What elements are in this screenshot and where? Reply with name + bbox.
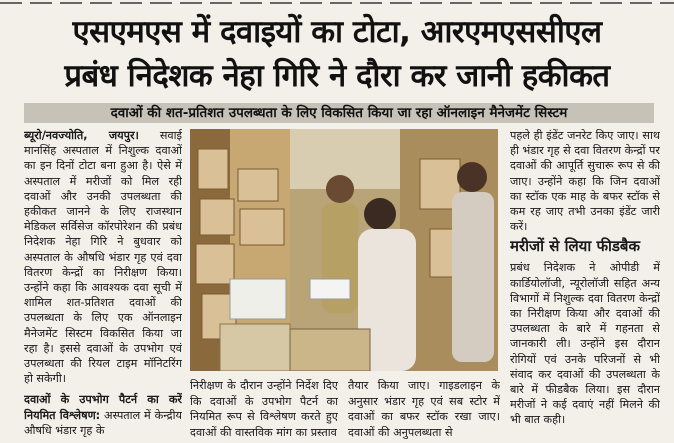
headline-line-1: एसएमएस में दवाइयों का टोटा, आरएमएससीएल xyxy=(72,14,602,50)
dateline: ब्यूरो/नवज्योति, जयपुर। xyxy=(24,129,139,142)
article-column-3 xyxy=(510,128,660,440)
section-heading-feedback: मरीजों से लिया फीडबैक xyxy=(510,237,641,256)
subheadline-band: दवाओं की शत-प्रतिशत उपलब्धता के लिए विकसित किया जा रहा ऑनलाइन मैनेजमेंट सिस्टम xyxy=(24,103,654,123)
column3-paragraph-2: प्रबंध निदेशक ने ओपीडी में कार्डियोलॉजी, न्यूरोलॉजी सहित अन्य विभागों में निशुल्क दवा वितरण केन्द्रों का निरीक्षण किया और दवाओं की उपलब्धता के बारे में गहनता से जानकारी ली। उन्होंने इस दौरान रोगियों एवं उनके परिजनों से भी संवाद कर दवाओं की उपलब्धता के बारे में फीडबैक लिया। इस दौरान मरीजों ने कई दवाएं नहीं मिलने की भी बात कही। xyxy=(510,261,660,427)
top-text-strip xyxy=(0,0,674,6)
article-column-1 xyxy=(24,128,182,440)
below-photo-column-a: निरीक्षण के दौरान उन्होंने निर्देश दिए कि दवाओं के उपभोग पैटर्न का नियमित रूप से विश्लेषण करते हुए दवाओं की वास्तविक मांग का प्रस्ताव xyxy=(190,379,338,439)
column1-paragraph-2: अस्पताल में केन्द्रीय औषधि भंडार गृह के xyxy=(24,408,182,437)
below-photo-column-b: तैयार किया जाए। गाइडलाइन के अनुसार भंडार गृह एवं सब स्टोर में दवाओं का बफर स्टॉक रखा जाए। दवाओं की अनुपलब्धता से xyxy=(348,379,500,439)
headline-line-2: प्रबंध निदेशक नेहा गिरि ने दौरा कर जानी हकीकत xyxy=(64,58,610,94)
news-photo xyxy=(190,129,498,371)
column3-paragraph-1: पहले ही इंडेंट जनरेट किए जाए। साथ ही भंडार गृह से दवा वितरण केन्द्रों पर दवाओं की आपूर्ति सुचारू रूप से की जाए। उन्होंने कहा कि जिन दवाओं का स्टॉक एक माह के बफर स्टॉक से कम रह जाए तभी उनका इंडेंट जारी करें। xyxy=(510,129,660,234)
column1-paragraph-1: सवाई मानसिंह अस्पताल में निशुल्क दवाओं का इन दिनों टोटा बना हुआ है। ऐसे में अस्पताल में मरीजों को मिल रही दवाओं और उनकी उपलब्धता की हकीकत जानने के लिए राजस्थान मेडिकल सर्विसेज कॉरपोरेशन की प्रबंध निदेशक नेहा गिरि ने बुधवार को अस्पताल के औषधि भंडार गृह एवं दवा वितरण केन्द्रों का निरीक्षण किया। उन्होंने कहा कि आवश्यक दवा सूची में शामिल शत-प्रतिशत दवाओं की उपलब्धता के लिए एक ऑनलाइन मैनेजमेंट सिस्टम विकसित किया जा रहा है। इससे दवाओं के उपभोग एवं उपलब्धता की रियल टाइम मॉनिटरिंग हो सकेगी। xyxy=(24,129,182,386)
column1-subsection-lead: दवाओं के उपभोग पैटर्न का करें नियमित विश्लेषण: xyxy=(24,393,182,422)
news-photo-illustration xyxy=(190,129,498,371)
